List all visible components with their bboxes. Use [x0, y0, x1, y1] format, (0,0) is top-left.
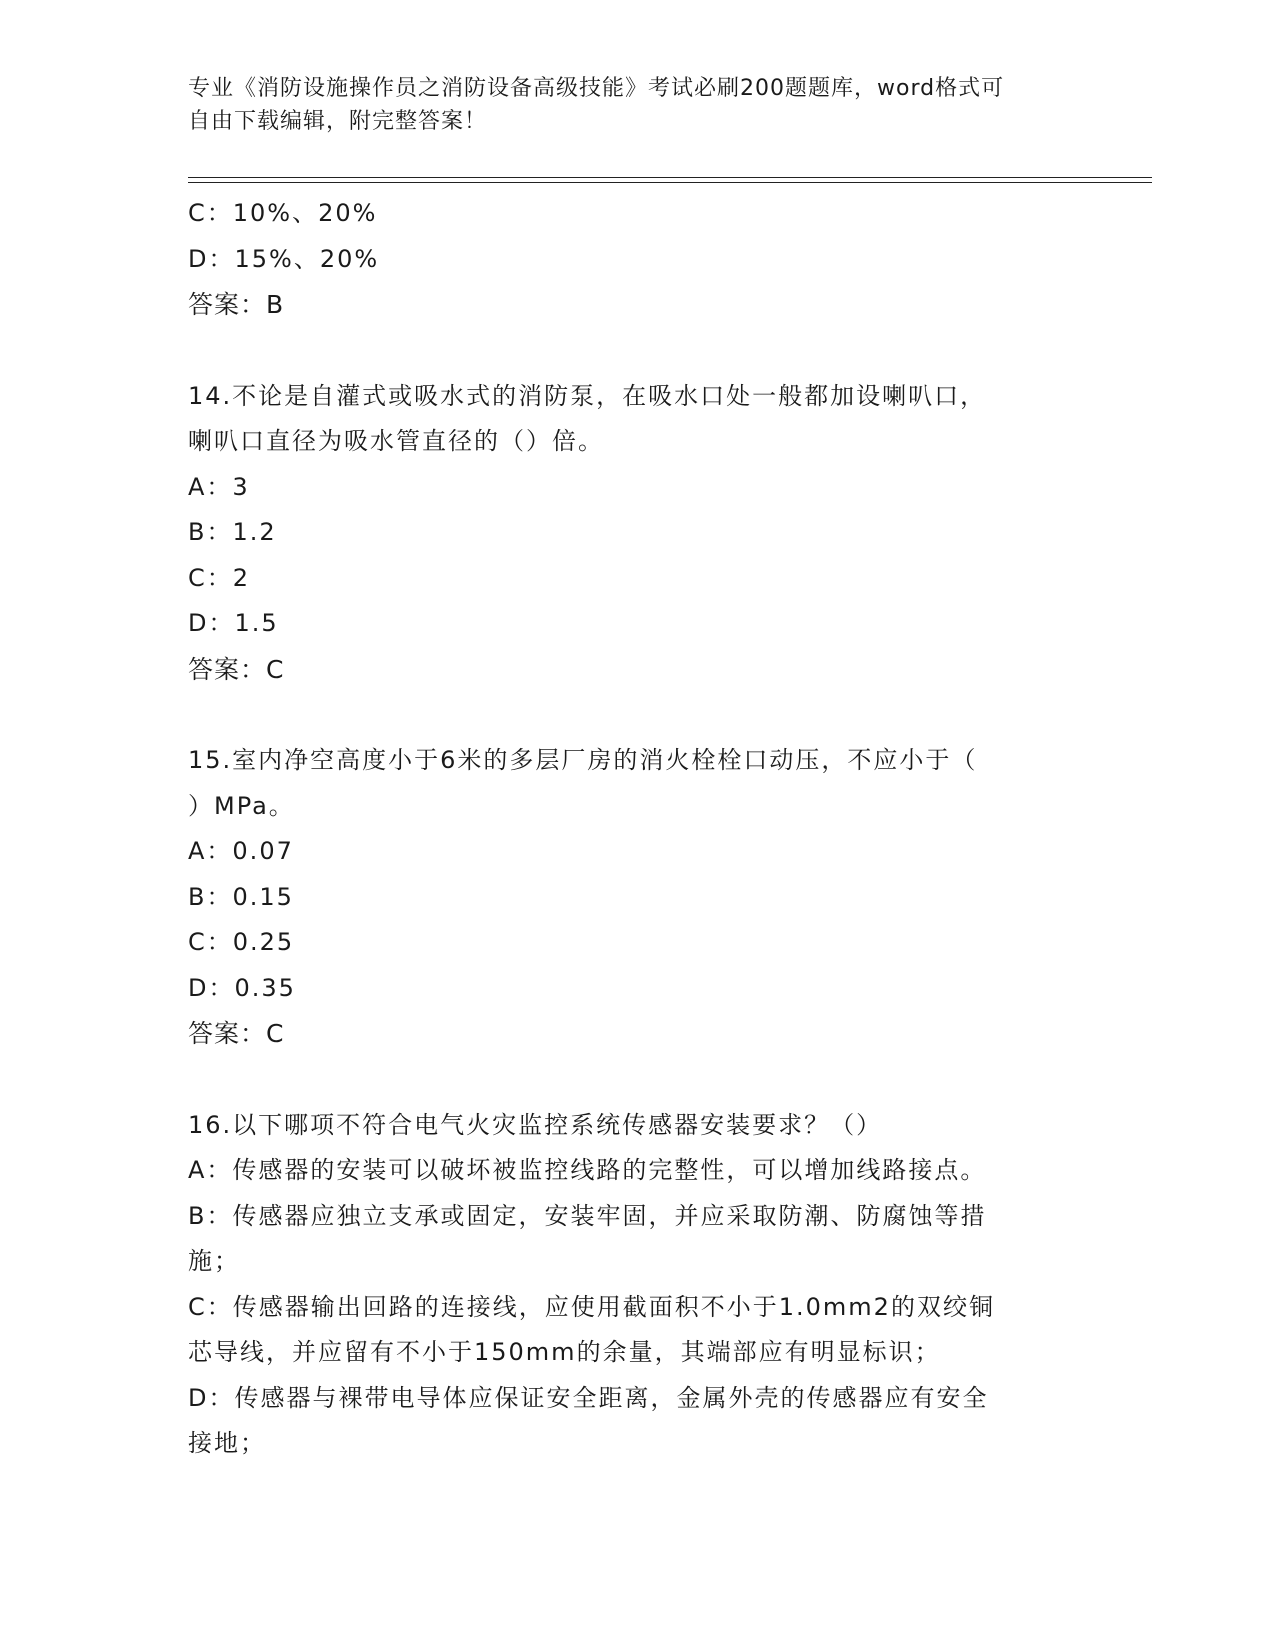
option-b: B：0.15 [188, 882, 294, 911]
header-line-1: 专业《消防设施操作员之消防设备高级技能》考试必刷200题题库，word格式可 [188, 76, 1005, 101]
spacer [188, 1057, 1068, 1103]
spacer [188, 328, 1068, 374]
option-d-line-2: 接地； [188, 1429, 266, 1457]
answer: 答案：C [188, 1019, 285, 1048]
option-c: C：0.25 [188, 928, 295, 956]
answer: 答案：B [188, 290, 285, 319]
spacer [188, 692, 1068, 738]
question-stem-line-1: 14.不论是自灌式或吸水式的消防泵，在吸水口处一般都加设喇叭口， [188, 381, 987, 410]
option-d: D：1.5 [188, 609, 279, 637]
option-d-line-1: D：传感器与裸带电导体应保证安全距离，金属外壳的传感器应有安全 [188, 1383, 989, 1412]
question-stem-line-2: 喇叭口直径为吸水管直径的（）倍。 [188, 427, 604, 455]
option-a: A：0.07 [188, 837, 294, 865]
question-14 [188, 374, 1068, 693]
option-a: A：3 [188, 472, 250, 501]
option-d: D：15%、20% [188, 244, 380, 273]
option-d: D：0.35 [188, 973, 296, 1002]
question-stem-line-1: 16.以下哪项不符合电气火灾监控系统传感器安装要求？（） [188, 1110, 883, 1139]
header-divider-top [188, 177, 1152, 178]
page-header [188, 72, 1068, 138]
question-16 [188, 1103, 1068, 1467]
header-divider-bottom [188, 182, 1152, 183]
answer: 答案：C [188, 654, 285, 684]
option-a: A：传感器的安装可以破坏被监控线路的完整性，可以增加线路接点。 [188, 1156, 987, 1184]
question-content [188, 191, 1068, 1467]
header-line-2: 自由下载编辑，附完整答案！ [188, 109, 488, 134]
option-b-line-1: B：传感器应独立支承或固定，安装牢固，并应采取防潮、防腐蚀等措 [188, 1201, 987, 1230]
option-b: B：1.2 [188, 518, 277, 546]
option-c: C：10%、20% [188, 199, 378, 227]
option-c: C：2 [188, 563, 251, 592]
option-b-line-2: 施； [188, 1247, 240, 1275]
prev-question [188, 191, 1068, 328]
question-stem-line-1: 15.室内净空高度小于6米的多层厂房的消火栓栓口动压，不应小于（ [188, 746, 978, 774]
option-c-line-1: C：传感器输出回路的连接线，应使用截面积不小于1.0mm2的双绞铜 [188, 1292, 995, 1321]
question-stem-line-2: ）MPa。 [188, 791, 295, 820]
option-c-line-2: 芯导线，并应留有不小于150mm的余量，其端部应有明显标识； [188, 1338, 941, 1366]
question-15 [188, 738, 1068, 1057]
